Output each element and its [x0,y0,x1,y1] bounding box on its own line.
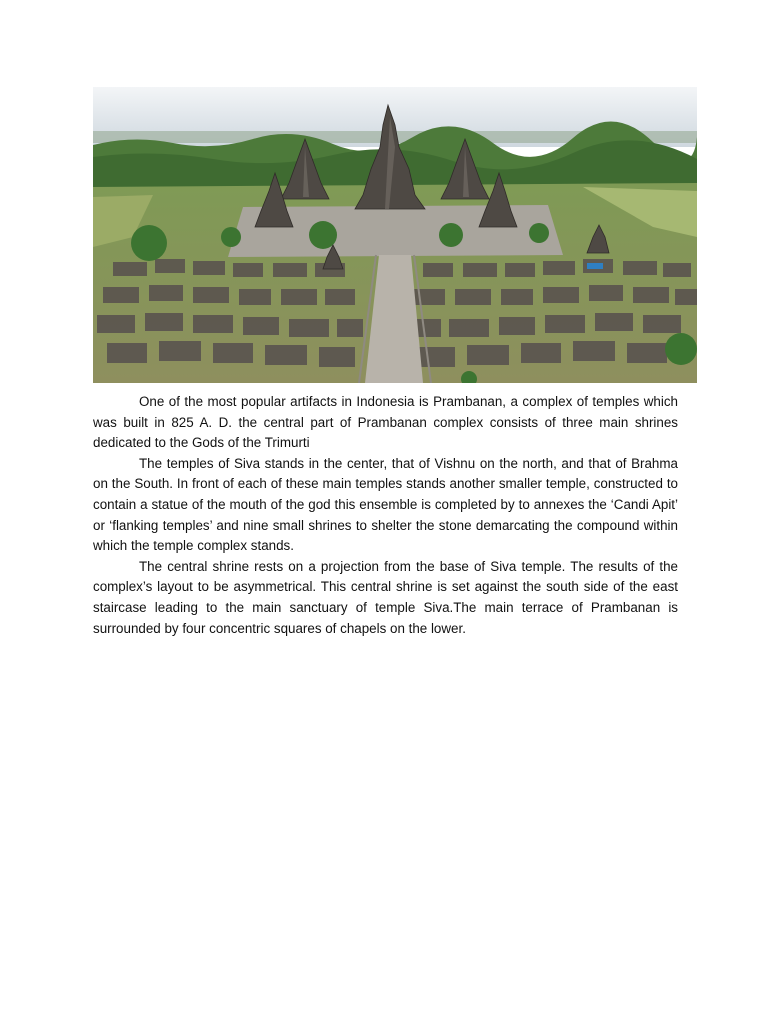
blue-tarp [587,263,603,269]
prambanan-temple-photo [93,87,697,383]
paragraph-central-shrine: The central shrine rests on a projection from the base of Siva temple. The results of the complex’s layout to be asymmetrical. This central shrine is set against the south side of the east staircase leading to the main sanctuary of temple Siva.The main terrace of Prambanan is surrounded by four concentric squares of chapels on the lower. [93,558,678,636]
paragraph-temples: The temples of Siva stands in the center, that of Vishnu on the north, and that of Brahma on the South. In front of each of these main temples stands another smaller temple, constructed to contain a statue of the mouth of the god this ensemble is completed by to annexes the ‘Candi Apit’ or ‘flanking temples’ and nine small shrines to shelter the stone demarcating the compound within which the temple complex stands. [93,455,678,554]
paragraph-intro: One of the most popular artifacts in Indonesia is Prambanan, a complex of temples which was built in 825 A. D. the central part of Prambanan complex consists of three main shrines dedicated to the Gods of the Trimurti [93,394,678,451]
article-body [93,392,678,639]
